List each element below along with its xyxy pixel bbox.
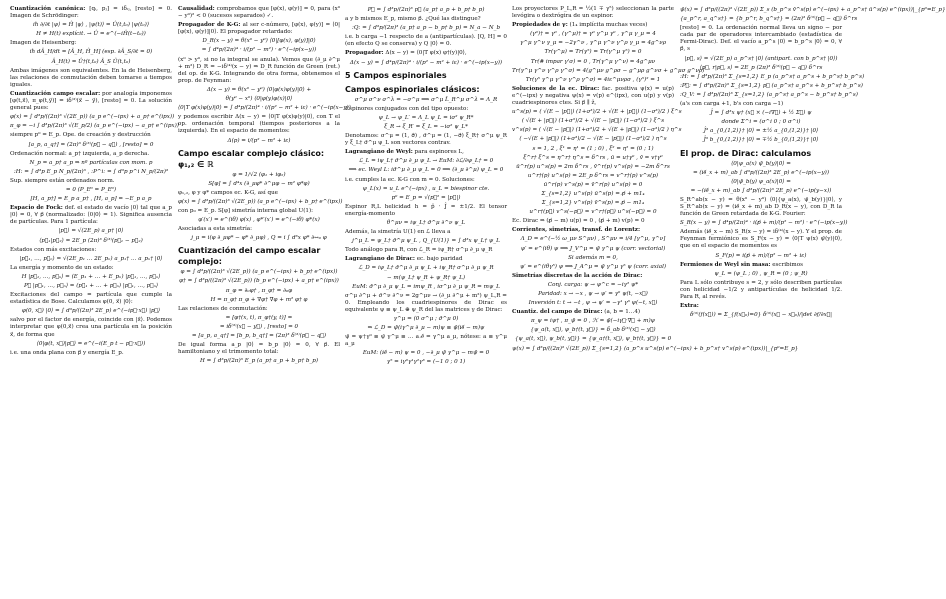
paragraph-text: (x⁰ > y⁰, si no la integral se anula). Vemos que (∂_μ ∂^μ + m²) D_R = −iδ⁽⁴⁾(x − y) ⇒ D_R función de Green (ret.) del op. de K-G. Integrando de otra forma, obtenemos el prop. de Feynman: bbox=[178, 56, 340, 84]
paragraph-text: σ^μ ∂^μ + σ̄^ν ∂^ν = 2g^μν → (∂_μ ∂^μ + m²) ψ_L,R = 0. Empleando los cuadriespinores de Dirac es equivalente ψ ≡ ψ_L ⊕ ψ_R del las matrices γ de Dirac: bbox=[345, 292, 507, 313]
paragraph bbox=[178, 190, 340, 197]
paragraph bbox=[10, 132, 172, 139]
equation: ⟨0|φ(t, x⃗)|p⃗⟩ = e^(−i(E_p t − p⃗·x⃗)) bbox=[36, 340, 146, 347]
equation: ψ′ = e^(iθγ⁵) ψ ⟹ J_A^μ = ψ̄ γ^μ γ⁵ ψ (corr. axial) bbox=[519, 263, 667, 270]
paragraph-heading: Cuantización campo escalar: bbox=[10, 90, 101, 97]
equation: Ĵ³ a_{0,(1,2)}† |0⟩ = ±½ a_{0,(1,2)}† |0⟩ bbox=[703, 128, 819, 135]
paragraph bbox=[345, 204, 507, 218]
paragraph bbox=[345, 50, 507, 57]
paragraph bbox=[345, 16, 507, 23]
equation: Σ_{s=1,2} u^s(p) ū^s(p) = p̸ + m1₄ bbox=[541, 190, 645, 197]
paragraph-text: Denotamos: σ^μ = (1, σ⃗) , σ̄^μ = (1, −σ⃗) ξ_R† σ^μ ψ_R y ξ_L† σ̄^μ ψ_L son vectores contrav. bbox=[345, 133, 507, 147]
equation: {ψ_a(t, x⃗), ψ_b†(t, y⃗)} = δ_ab δ⁽³⁾(x⃗ − y⃗) bbox=[530, 327, 656, 334]
equation: u^r†(p⃗) v^s(−p⃗) = v^r†(p⃗) u^s(−p⃗) = 0 bbox=[529, 209, 657, 216]
paragraph bbox=[680, 262, 842, 269]
paragraph bbox=[345, 229, 507, 236]
paragraph-text: Para L sólo contribuye s = 2, y sólo describen partículas con helicidad −1/2 y antipartículas de helicidad 1/2. Para R, al revés. bbox=[680, 279, 842, 300]
equation: ⟨p⃗₁|p⃗₂⟩ = 2E_p (2π)³ δ⁽³⁾(p⃗₁ − p⃗₂) bbox=[39, 237, 143, 244]
paragraph bbox=[345, 106, 507, 113]
paragraph bbox=[512, 6, 674, 20]
paragraph-text: i.e. una onda plana con p⃗ y energía E_p. bbox=[10, 349, 124, 356]
equation: φ(x) = ∫ d³p/((2π)³ √(2E_p)) (a_p e^(−ipx) + b_p† e^(ipx)) bbox=[178, 198, 343, 205]
equation: ⟨p⃗, r|p⃗, s⟩ = 2E_p (2π)³ δ⁽³⁾(p⃗ − q⃗) δ^rs bbox=[699, 64, 823, 71]
paragraph-heading: Cuantiz. del campo de Dirac: bbox=[512, 309, 603, 316]
paragraph bbox=[345, 133, 507, 147]
equation: EuM: σ̄^μ ∂_μ ψ_L = imψ_R , iσ^μ ∂_μ ψ_R = mψ_L bbox=[352, 283, 500, 290]
paragraph-text: [resto] = 0. La ordenación normal lleva un signo − por cada par de operadores intercambiado (estadística de Fermi-Dirac). Def. el vacío a_p^s |0⟩ = b_p^s |0⟩ = 0, ∀ p⃗, s bbox=[680, 25, 842, 53]
paragraph-text: salvo por el factor de energía, coincide con |x⃗⟩. Podemos interpretar que φ(0,x⃗) crea una partícula en la posición x⃗, de forma que bbox=[10, 317, 172, 338]
equation: [H, a_p†] = E_p a_p† , [H, a_p] = −E_p a_p bbox=[30, 196, 152, 203]
paragraph-text: i.e. cumples la ec. K-G con m = 0. Soluciones: bbox=[345, 176, 475, 183]
paragraph bbox=[178, 6, 340, 20]
equation: donde Σ^i = (σ^i 0 ; 0 σ^i) bbox=[721, 119, 801, 126]
paragraph-text: Estados con más excitaciones: bbox=[10, 246, 97, 253]
paragraph-text: escribimos bbox=[772, 261, 803, 268]
paragraph bbox=[680, 229, 842, 250]
paragraph-text: Δ(x − y) = ⟨0|T φ(x) φ†(y)|0⟩, bbox=[385, 50, 467, 57]
equation: ψ_L = (ψ_L ; 0) , ψ_R = (0 ; ψ_R) bbox=[714, 270, 808, 277]
paragraph-text: (a, b = 1…4) bbox=[604, 309, 641, 316]
equation: |p⃗₁, …, p⃗ₙ⟩ = √(2E_p₁ … 2E_pₙ) a_p₁† … a_pₙ† |0⟩ bbox=[19, 255, 163, 262]
equation: Inversión t: t → −t , ψ → ψ′ = −γ¹ γ³ ψ(−t, x⃗) bbox=[528, 300, 658, 307]
equation: φ = ∫ d³p/((2π)³ √(2E_p)) (a_p e^(−ipx) + b_p† e^(ipx)) bbox=[180, 269, 338, 276]
paragraph-text: a y b mismos E_p, mismo p⃗. ¿Qué las distingue? bbox=[345, 16, 481, 23]
paragraph bbox=[10, 68, 172, 89]
equation: φ† = ∫ d³p/((2π)³ √(2E_p)) (b_p e^(−ipx) + a_p† e^(ipx)) bbox=[179, 278, 339, 285]
equation: ū^r(p) u^s(p) = 2m δ^rs , v̄^r(p) v^s(p) = −2m δ^rs bbox=[516, 163, 670, 170]
paragraph-text: φ₁,₂, φ y φ* campos ec. K-G, así que bbox=[178, 189, 278, 196]
paragraph-text: Asociadas a esta simetría: bbox=[178, 226, 252, 233]
equation: H = ∫ d³p/(2π)³ E_p (a_p† a_p + b_p† b_p) bbox=[199, 358, 319, 365]
paragraph-text: Además, la simetría U(1) en ℒ lleva a bbox=[345, 229, 451, 236]
equation: Si además m = 0, bbox=[568, 254, 618, 261]
equation: H = π_φ† π_φ + ∇φ† ∇φ + m² φ† φ bbox=[210, 296, 308, 303]
section-heading: 5 Campos espinoriales bbox=[345, 70, 447, 80]
paragraph-text: def. el estado de vacío |0⟩ tal que a_p |0⟩ = 0, ∀ p⃗ (normalizado: ⟨0|0⟩ = 1). Significa ausencia de partículas. Para 1 partícula: bbox=[10, 205, 172, 226]
paragraph-heading: Lagrangiano de Dirac: bbox=[345, 256, 415, 263]
paragraph bbox=[345, 293, 507, 314]
paragraph-heading: Cuantización canónica: bbox=[10, 6, 86, 12]
paragraph bbox=[10, 91, 172, 112]
equation: = [a_p, a_q†] = [b_p, b_q†] = (2π)³ δ⁽³⁾(p⃗ − q⃗) bbox=[191, 333, 327, 339]
equation: ⇒ ℒ_D = ψ̄(iγ^μ ∂_μ − m)ψ ≡ ψ̄(i∂̸ − m)ψ bbox=[367, 325, 485, 332]
equation: ψ_L → ψ_L′ = Λ_L ψ_L = iσ² ψ_R* bbox=[378, 114, 474, 121]
paragraph-text: Además (i∂̸_x − m) S_R(x − y) = iδ⁽⁴⁾(x − y). Y el prop. de Feynman fermiónico es S_F(x − y) = ⟨0|T ψ(x) ψ̄(y)|0⟩, que en el espacio de momentos es bbox=[680, 229, 842, 250]
paragraph-text: Imagen de Heisenberg: bbox=[10, 40, 77, 47]
equation: u^s(p) = ( √(E − |p⃗|) (1+σ³)/2 + √(E + |p⃗|) (1−σ³)/2 ) ξ^s bbox=[512, 109, 682, 116]
paragraph-text: con p₀ = E_p. S[φ] simetría interna global U(1): bbox=[178, 207, 314, 214]
paragraph bbox=[10, 40, 172, 47]
paragraph bbox=[680, 25, 842, 53]
paragraph bbox=[512, 273, 674, 280]
paragraph-text: Excitaciones del campo = partícula que cumple la estadística de Bose. Calculamos φ(0, x⃗) |0⟩: bbox=[10, 292, 172, 306]
paragraph bbox=[345, 247, 507, 254]
paragraph bbox=[680, 101, 842, 108]
equation: [a_p, a_q†] = (2π)³ δ⁽³⁾(p⃗ − q⃗) , [resto] = 0 bbox=[28, 141, 154, 148]
paragraph-heading: Simetrías discretas de la acción de Dirac: bbox=[512, 272, 643, 279]
paragraph-text: ψ̄ = ψ†γ⁰ ≡ ψ̄ γ^μ ≡ … a ∂̸ = γ^μ a_μ, nótese: a ≡ γ^μ a_μ bbox=[345, 334, 507, 348]
equation: θ^μν = iψ_L† σ̄^μ ∂^ν ψ_L bbox=[386, 219, 466, 226]
equation: |p⃗, s⟩ = √(2E_p) a_p^s† |0⟩ (antipart. con b_p^s† |0⟩) bbox=[684, 55, 838, 62]
paragraph-text: Sup. siempre están ordenados norm. bbox=[10, 177, 115, 184]
paragraph-heading: Fermiones de Weyl sin masa: bbox=[680, 261, 771, 268]
equation: γ^μ = (0 σ^μ ; σ̄^μ 0) bbox=[393, 316, 459, 322]
equation: ⟨0|ψ̄_b(y) ψ_a(x)|0⟩ = bbox=[731, 178, 791, 185]
equation: P⃗ |p⃗₁, …, p⃗ₙ⟩ = (p⃗₁ + … + p⃗ₙ) |p⃗₁, …, p⃗ₙ⟩ bbox=[23, 283, 159, 289]
equation: ⟨0|T φ(x)φ(y)|0⟩ = ∫ d⁴p/(2π)⁴ · i/(p² − m² + iε) · e^(−ip(x−y)) bbox=[178, 105, 351, 112]
paragraph-text: Espinor R,L helicidad h = p̂ · Ĵ = ±1/2. El tensor energía-momento bbox=[345, 203, 507, 217]
equation: :Q_V: = ∫ d³p/(2π)³ Σ_{s=1,2} (a_p^s† a_p^s − b_p^s† b_p^s) bbox=[680, 91, 858, 98]
paragraph bbox=[178, 226, 340, 233]
paragraph-heading: Propagador de K-G: bbox=[178, 22, 241, 29]
equation: ⟨0|ψ_a(x) ψ̄_b(y)|0⟩ = bbox=[731, 160, 791, 167]
paragraph bbox=[512, 218, 674, 225]
equation: EuM: (i∂̸ − m) ψ = 0 , −∂_μ ψ̄ γ^μ − mψ̄ = 0 bbox=[362, 350, 490, 357]
equation: j_μ = i(φ ∂_μφ* − φ* ∂_μφ) , Q = i ∫ d³x φ* ∂↔₀ φ bbox=[191, 235, 327, 242]
equation: π_ψ = iψ† , π_ψ̄ = 0 , ℋ = ψ̄(−iγ⃗·∇⃗ + m)ψ bbox=[530, 318, 656, 325]
equation: ℒ_D = iψ_L† σ̄^μ ∂_μ ψ_L + iψ_R† σ^μ ∂_μ ψ_R bbox=[358, 265, 494, 272]
paragraph bbox=[178, 342, 340, 356]
paragraph-text: Espinores conjugados con del tipo opuesto: bbox=[345, 105, 469, 112]
paragraph-text: fac. positiva ψ(x) = u(p) e^(−ipx) y negativa ψ(x) = v(p) e^(ipx), con u(p) y v(p) cuadriespinores ctes. Si p⃗ ∥ ẑ, bbox=[512, 85, 674, 107]
equation: δ⁽³⁾(f(x⃗)) = Σ_{f(x⃗₀)=0} δ⁽³⁾(x⃗ − x⃗₀)/|det ∂f/∂x⃗| bbox=[689, 312, 833, 319]
paragraph-heading: Propiedades de γ: bbox=[512, 22, 568, 29]
equation: φ(x) = ∫ d³p/((2π)³ √(2E_p)) (a_p e^(−ipx) + a_p† e^(ipx)) bbox=[10, 114, 175, 121]
paragraph-text: [qᵢ, pⱼ] = iδᵢⱼ, [resto] = 0. Imagen de Schrödinger: bbox=[10, 6, 172, 20]
paragraph-text: ec. bajo paridad bbox=[416, 256, 463, 263]
equation: P⃗ = ∫ d³p/(2π)³ p⃗ (a_p† a_p + b_p† b_p) bbox=[367, 7, 485, 13]
paragraph-text: (a's con carga +1, b's con carga −1) bbox=[680, 101, 784, 108]
column-5 bbox=[680, 6, 946, 594]
equation: Tr(γ⁵ γ^μ γ^ν γ^ρ γ^σ) = 4iε^μνρσ , (γ⁵)² = 1 bbox=[525, 76, 661, 83]
equation: :H: = ∫ d³p/(2π)³ Σ_{s=1,2} E_p (a_p^s† a_p^s + b_p^s† b_p^s) bbox=[680, 73, 865, 80]
equation: |p⃗⟩ = √(2E_p) a_p† |0⟩ bbox=[58, 228, 124, 235]
equation: Tr(γ^μ γ^ν γ^ρ γ^σ) = 4(g^μν g^ρσ − g^μρ g^νσ + g^μσ g^νρ) bbox=[512, 67, 705, 74]
paragraph bbox=[512, 86, 674, 107]
equation: γ^μ γ^ν γ_μ = −2γ^ν , γ^μ γ^ν γ^ρ γ_μ = 4g^νρ bbox=[520, 40, 666, 47]
equation: ( −√(E + |p⃗|) (1+σ³)/2 − √(E − |p⃗|) (1−σ³)/2 ) η^s bbox=[519, 136, 667, 143]
paragraph-text: Todo análogo para R, con ℒ_R = iψ_R† σ^μ ∂_μ ψ_R bbox=[345, 247, 493, 254]
paragraph bbox=[10, 151, 172, 158]
equation: σ^μ σ^ν σ^λ = −σ^μ ⟹ σ^μ L̂_R^μ σ^λ = Λ_R bbox=[354, 96, 498, 103]
paragraph bbox=[345, 256, 507, 263]
equation: N_p = a_p† a_p ⇒ nº partículas con mom. p bbox=[29, 159, 153, 166]
paragraph-text: para espinores L, bbox=[414, 149, 464, 156]
paragraph-heading: Lagrangiano de Weyl: bbox=[345, 149, 413, 156]
paragraph-text: De igual forma a_p |0⟩ = b_p |0⟩ = 0, ∀ p⃗. El hamiltoniano y el trimomento total: bbox=[178, 342, 340, 356]
equation: Δ(x − y) = θ(x⁰ − y⁰) ⟨0|φ(x)φ(y)|0⟩ + bbox=[206, 86, 312, 93]
paragraph bbox=[680, 280, 842, 301]
paragraph bbox=[10, 350, 172, 357]
paragraph-text: S_R^ab(x − y) = θ(x⁰ − y⁰) ⟨0|{ψ_a(x), ψ̄_b(y)}|0⟩, y S_R^ab(x − y) = (i∂̸_x + m)_ab D_R(x − y), con D_R la función de Green retardada de K-G. Fourier: bbox=[680, 196, 842, 218]
paragraph bbox=[345, 149, 507, 156]
column-3 bbox=[345, 6, 507, 594]
paragraph bbox=[680, 197, 842, 218]
paragraph bbox=[10, 205, 172, 226]
paragraph bbox=[345, 34, 507, 48]
equation: ψ′ = e^(iθ) ψ ⟹ J_V^μ = ψ̄ γ^μ ψ (corr. vectorial) bbox=[520, 245, 666, 252]
paragraph bbox=[10, 6, 172, 20]
equation: Σ_{s=1,2} v^s(p) v̄^s(p) = p̸ − m1₄ bbox=[541, 200, 645, 207]
paragraph-text: siempre p⁰ = E_p. Ope. de creación y destrucción bbox=[10, 132, 151, 139]
paragraph-text: i.e. b carga −1 respecto de a (antipartículas). [Q, H] = 0 (en efecto Q se conserva) y Q |0⟩ = 0. bbox=[345, 34, 507, 48]
equation: ū^r(p) v^s(p) = v̄^r(p) u^s(p) = 0 bbox=[543, 181, 643, 188]
paragraph bbox=[10, 178, 172, 185]
equation: Δ(x − y) = ∫ d⁴p/(2π)⁴ · i/(p² − m² + iε) · e^(−ip(x−y)) bbox=[349, 59, 503, 66]
equation: iℏ dÂ_H/dt = [Â_H, Ĥ_H] (esp. ∂Â_S/∂t = 0) bbox=[29, 49, 153, 56]
paragraph bbox=[512, 22, 674, 29]
equation: iℏ ∂/∂t |ψ⟩ = Ĥ |ψ⟩ , |ψ(t)⟩ = Û(t,t₀) |ψ(t₀)⟩ bbox=[33, 22, 149, 29]
equation: u^r†(p) u^s(p) = 2E_p δ^rs = v^r†(p) v^s(p) bbox=[527, 172, 659, 179]
equation: Conj. carga: ψ → ψ^c = −iγ² ψ* bbox=[547, 281, 639, 288]
paragraph bbox=[512, 309, 674, 316]
equation: φ′(x′) = e^(iθ) φ(x) , φ*′(x′) = e^(−iθ) φ*(x) bbox=[198, 217, 320, 224]
paragraph bbox=[10, 247, 172, 254]
paragraph bbox=[345, 334, 507, 348]
equation: ⟹ ec. Weyl L: iσ̄^μ ∂_μ ψ_L = 0 ⟹ (∂_μ ∂^μ) ψ_L = 0 bbox=[348, 167, 504, 174]
equation: H ≠ H(t) explícit. → Û = e^(−iĤ(t−t₀)) bbox=[36, 31, 146, 38]
equation: ℒ_L = iψ_L† σ̄^μ ∂_μ ψ_L → EuM: ∂ℒ/∂ψ_L† = 0 bbox=[358, 158, 494, 165]
equation: Â_H(t) = Û†(t,t₀) Â_S Û(t,t₀) bbox=[51, 58, 131, 65]
paragraph bbox=[178, 57, 340, 85]
equation: Tr(γ^μ) = Tr(γ⁵) = Tr(γ^μ γ⁵) = 0 bbox=[544, 49, 642, 56]
equation: Ĵ³ b_{0,(1,2)}† |0⟩ = ∓½ b_{0,(1,2)}† |0⟩ bbox=[703, 137, 819, 144]
paragraph-text: Ordenación normal: a_p† izquierda, a_p derecha. bbox=[10, 150, 150, 157]
paragraph-heading: Corrientes, simetrías, transf. de Lorentz: bbox=[512, 227, 641, 234]
equation: ξ_R → ξ_R′ = ξ_L = −iσ² ψ_L* bbox=[384, 123, 468, 130]
equation: j^μ_L = ψ_L† σ̄^μ ψ_L , Q_{U(1)} = ∫ d³x ψ_L† ψ_L bbox=[352, 238, 500, 245]
equation: φ(0, x⃗) |0⟩ = ∫ d³p/((2π)³ 2E_p) e^(−ip⃗·x⃗) |p⃗⟩ bbox=[21, 308, 161, 315]
section-heading: El prop. de Dirac: calculamos bbox=[680, 148, 812, 158]
section-heading: Campos espinoriales clásicos: bbox=[345, 84, 480, 94]
equation: :P⃗: = ∫ d³p/(2π)³ Σ_{s=1,2} p⃗ (a_p^s† a_p^s + b_p^s† b_p^s) bbox=[680, 82, 863, 89]
equation: S_R(x − y) = ∫ d⁴p/(2π)⁴ · i(p̸ + m)/(p² − m²) · e^(−ip(x−y)) bbox=[680, 220, 848, 227]
equation: = −(i∂̸_x + m)_ab ∫ d³p/((2π)³ 2E_p) e^(−ip(y−x)) bbox=[690, 187, 832, 194]
equation: = (i∂̸_x + m)_ab ∫ d³p/((2π)³ 2E_p) e^(−ip(x−y)) bbox=[692, 169, 830, 176]
equation: s = 1, 2 , ξ¹ = η¹ = (1 ; 0) , ξ² = η² = (0 ; 1) bbox=[532, 145, 654, 152]
paragraph-text: al ser c-número, [φ(x), φ(y)] = ⟨0|[φ(x), φ(y)]|0⟩. El propagador retardado: bbox=[178, 22, 341, 36]
equation: Tr(# impar γ'σ) = 0 , Tr(γ^μ γ^ν) = 4g^μν bbox=[530, 58, 656, 65]
column-1 bbox=[10, 6, 179, 594]
paragraph-text: Los proyectores P_L,R = ½(1 ∓ γ⁵) seleccionan la parte levógira o dextrógira de un espinor. bbox=[512, 6, 674, 20]
equation: H |p⃗₁, …, p⃗ₙ⟩ = (E_p₁ + … + E_pₙ) |p⃗₁, …, p⃗ₙ⟩ bbox=[21, 273, 161, 280]
equation: ψ(x) = ∫ d³p/((2π)³ √(2E_p)) Σ_{s=1,2} (a_p^s u^s(p) e^(−ipx) + b_p^s† v^s(p) e^(ipx))|_{p⁰=E_p} bbox=[512, 345, 799, 352]
column-2 bbox=[178, 6, 351, 594]
equation: S_F(p) = i(p̸ + m)/(p² − m² + iε) bbox=[715, 252, 807, 259]
equation: (γ⁰)† = γ⁰ , (γ^μ)† = γ⁰ γ^μ γ⁰ , γ^μ γ_μ = 4 bbox=[530, 31, 656, 38]
equation: D_R(x − y) = θ(x⁰ − y⁰) ⟨0|[φ(x), φ(y)]|0⟩ bbox=[202, 38, 316, 45]
paragraph bbox=[10, 292, 172, 306]
paragraph bbox=[345, 177, 507, 184]
equation: :Q: = ∫ d³p/(2π)³ (a_p† a_p − b_p† b_p) = N_a − N_b bbox=[351, 25, 501, 32]
equation: = [φ†(x, t), π_φ†(y, t)] = bbox=[225, 314, 293, 321]
equation: = ∫ d⁴p/(2π)⁴ · i/(p² − m²) · e^(−ip(x−y)) bbox=[201, 47, 317, 54]
equation: {ψ_a(t, x⃗), ψ_b(t, y⃗)} = {ψ_a†(t, x⃗), ψ_b†(t, y⃗)} = 0 bbox=[514, 336, 672, 343]
equation: S[φ] = ∫ d⁴x (∂_μφ* ∂^μφ − m² φ*φ) bbox=[208, 180, 310, 187]
paragraph bbox=[10, 265, 172, 272]
paragraph-text: Ec. Dirac ⇒ (p̸ − m) u(p) = 0 , (p̸ + m) v(p) = 0 bbox=[512, 218, 645, 225]
equation: p⁰ = E_p = √(p⃗² = |p⃗|) bbox=[391, 194, 461, 201]
paragraph-text: comprobamos que [φ(x), φ(y)] = 0, para (x⁰ − y⁰)² < 0 (sucesos separados) ✓. bbox=[178, 6, 341, 20]
paragraph bbox=[680, 303, 842, 310]
equation: :H: = ∫ d³p E_p N_p/(2π)³ , :P^i: = ∫ d³p p^i N_p/(2π)³ bbox=[13, 168, 169, 175]
equation: = iδ⁽³⁾(x⃗ − y⃗) , [resto] = 0 bbox=[219, 323, 299, 330]
equation: π_φ = ∂₀φ† , π_φ† = ∂₀φ bbox=[225, 287, 293, 294]
equation: ξ^r† ξ^s = η^r† η^s = δ^rs , ū = u†γ⁰ , v̄ = v†γ⁰ bbox=[523, 154, 663, 161]
paragraph bbox=[178, 208, 340, 215]
equation: ψ̄(x) = ∫ d³p/((2π)³ √(2E_p)) Σ_s (b_p^s v̄^s(p) e^(−ipx) + a_p^s† ū^s(p) e^(ipx))|_{p⁰=E_p} bbox=[680, 7, 946, 13]
paragraph-heading: Causalidad: bbox=[178, 6, 215, 12]
paragraph-text: La energía y momento de un estado: bbox=[10, 264, 114, 271]
paragraph-text: y podemos escribir Δ(x − y) = ⟨0|T φ(x)φ(y)|0⟩, con T el op. ordenación temporal (tiempos posteriores a la izquierda). En el espacio de momentos: bbox=[178, 114, 340, 135]
equation: v^s(p) = ( √(E − |p⃗|) (1+σ³)/2 + √(E + |p⃗|) (1−σ³)/2 ) η^s bbox=[512, 127, 682, 134]
equation: Paridad: x → −x , ψ → ψ′ = γ⁰ ψ(t, −x⃗) bbox=[538, 291, 648, 297]
equation: Λ_D = e^(−½ ω_μν S^μν) , S^μν = i/4 [γ^μ, γ^ν] bbox=[520, 236, 666, 243]
paragraph-heading: Propagador: bbox=[345, 50, 384, 57]
section-heading: Campo escalar complejo clásico: φ₁,₂ ∈ ℝ bbox=[178, 148, 325, 169]
paragraph bbox=[512, 227, 674, 234]
equation: = 0 (P_E⁰ = P_E⁰) bbox=[65, 186, 117, 193]
equation: θ(y⁰ − x⁰) ⟨0|φ(y)φ(x)|0⟩ bbox=[225, 96, 293, 103]
equation: {a_p^r, a_q^s†} = {b_p^r, b_q^s†} = (2π)³ δ⁽³⁾(p⃗ − q⃗) δ^rs bbox=[680, 16, 858, 23]
paragraph-text: por analogía imponemos [φ(t,x⃗), π_φ(t,y⃗)] = iδ⁽³⁾(x⃗ − y⃗), [resto] = 0. La solución general pues: bbox=[10, 90, 173, 112]
paragraph-heading: Soluciones de la ec. Dirac: bbox=[512, 85, 600, 92]
equation: ψ_L(x) = u_L e^(−ipx) , u_L = biespinor cte. bbox=[362, 185, 490, 192]
equation: − m(ψ_L† ψ_R + ψ_R† ψ_L) bbox=[386, 274, 466, 281]
section-heading: Cuantización del campo escalar complejo: bbox=[178, 246, 321, 267]
paragraph-text: Ambas imágenes son equivalentes. En la de Heisenberg, las relaciones de conmutación deben tomarse a tiempos iguales. bbox=[10, 67, 172, 88]
paragraph bbox=[178, 114, 340, 135]
equation: Ĵ = ∫ d³x ψ† (x⃗ × (−i∇⃗) + ½ Σ⃗) ψ bbox=[710, 110, 812, 117]
equation: ( √(E + |p⃗|) (1+σ³)/2 + √(E − |p⃗|) (1−σ³)/2 ) ξ^s bbox=[521, 118, 665, 125]
paragraph bbox=[10, 317, 172, 338]
equation: φ = 1/√2 (φ₁ + iφ₂) bbox=[232, 171, 286, 178]
equation: Δ(p) = i/(p² − m² + iε) bbox=[227, 137, 291, 144]
equation: π_φ = −i ∫ d³p/(2π)³ √(E_p/2) (a_p e^(−ipx) − a_p† e^(ipx)) bbox=[10, 123, 179, 130]
paragraph bbox=[178, 22, 340, 36]
paragraph-heading: Extra: bbox=[680, 303, 699, 310]
paragraph-text: Las relaciones de conmutación: bbox=[178, 305, 268, 312]
equation: γ⁵ = iγ⁰γ¹γ²γ³ = (−1 0 ; 0 1) bbox=[386, 359, 466, 366]
paragraph-heading: Espacio de Fock: bbox=[10, 205, 63, 212]
paragraph-text: (1₄ implícita muchas veces) bbox=[569, 22, 648, 29]
paragraph bbox=[178, 306, 340, 313]
